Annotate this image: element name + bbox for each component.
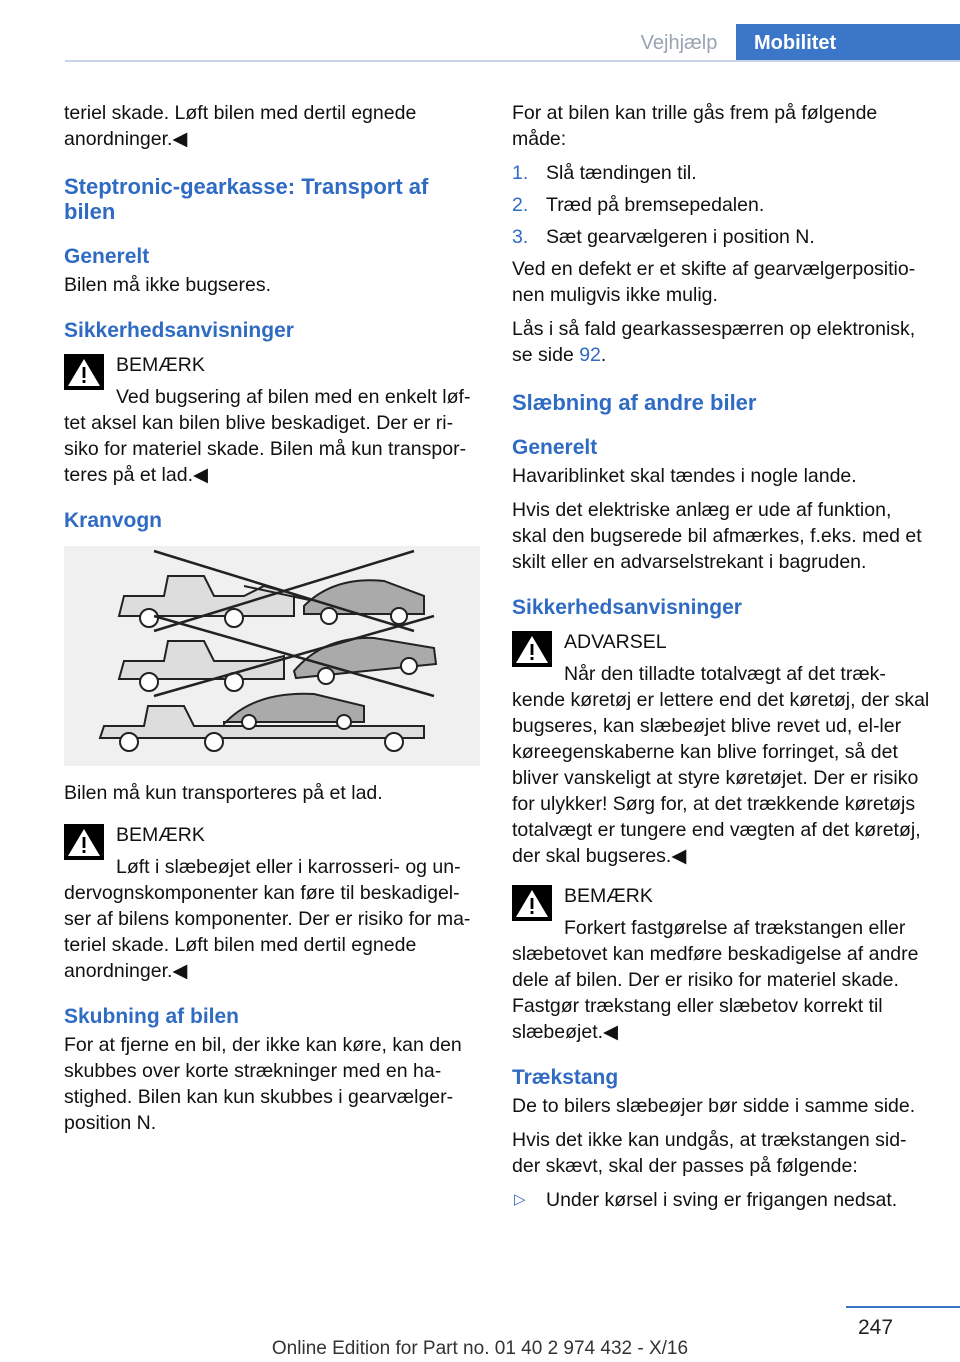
list-item: [512, 1187, 930, 1213]
list-item: [512, 192, 930, 218]
warning-triangle-icon: [512, 885, 552, 921]
steps-list: [512, 160, 930, 250]
warning-triangle-icon: [64, 354, 104, 390]
note-text-first-line: Forkert fastgørelse af trækstangen eller: [564, 917, 906, 939]
warning-triangle-icon: [64, 824, 104, 860]
paragraph-flatbed-only: Bilen må kun transporteres på et lad.: [64, 782, 383, 804]
paragraph-elektrisk: Hvis det elektriske anlæg er ude af funktion, skal den bugserede bil afmærkes, f.eks. med et skilt eller en advarselstrekant i bagruden.: [512, 499, 922, 573]
note-bemaerk-3: [512, 883, 930, 1045]
header-tab-mobilitet[interactable]: Mobilitet: [736, 24, 960, 62]
left-column: [64, 100, 480, 1144]
page-ref-link[interactable]: 92: [579, 344, 601, 366]
note-caption: ADVARSEL: [564, 631, 667, 653]
gearlock-end: .: [600, 344, 607, 366]
note-caption: BEMÆRK: [116, 824, 205, 846]
note-text-first-line: Når den tilladte totalvægt af det træk-: [564, 663, 886, 685]
paragraph-defekt: Ved en defekt er et skifte af gearvælgerpositio-nen muligvis ikke mulig.: [512, 258, 916, 306]
note-text: tet aksel kan bilen blive beskadiget. Der er ri-siko for materiel skade. Bilen må kun transpor-teres på et lad.◀: [64, 412, 467, 486]
paragraph-no-towing: Bilen må ikke bugseres.: [64, 274, 272, 296]
step-number: 2.: [512, 194, 529, 216]
page-number: 247: [858, 1316, 894, 1339]
footer-divider: [846, 1306, 960, 1308]
paragraph-havari: Havariblinket skal tændes i nogle lande.: [512, 465, 857, 487]
tow-truck-illustration: [64, 546, 480, 766]
paragraph-traek-1: De to bilers slæbeøjer bør sidde i samme side.: [512, 1095, 916, 1117]
triangle-bullet-icon: ▷: [514, 1191, 526, 1208]
paragraph-intro: For at bilen kan trille gås frem på følgende måde:: [512, 102, 878, 150]
heading-skubning: Skubning af bilen: [64, 1005, 240, 1028]
note-caption: BEMÆRK: [116, 354, 205, 376]
note-text: slæbetovet kan medføre beskadigelse af andre dele af bilen. Der er risiko for materiel skade. Fastgør trækstang eller slæbetov korrekt til slæbeøjet.◀: [512, 943, 919, 1043]
note-advarsel: [512, 629, 930, 869]
step-text: Træd på bremsepedalen.: [546, 194, 765, 216]
paragraph-continued: teriel skade. Løft bilen med dertil egnede anordninger.◀: [64, 102, 417, 150]
step-text: Slå tændingen til.: [546, 162, 697, 184]
bullet-list: [512, 1187, 930, 1213]
bullet-text: Under kørsel i sving er frigangen nedsat.: [546, 1189, 898, 1211]
gearlock-text: Lås i så fald gearkassespærren op elektronisk, se side: [512, 318, 916, 366]
right-column: [512, 100, 930, 1213]
step-number: 1.: [512, 162, 529, 184]
header-tab-vejhjaelp[interactable]: Vejhjælp: [640, 32, 718, 54]
note-text-first-line: Ved bugsering af bilen med en enkelt løf-: [116, 386, 471, 408]
paragraph-gearlock: [512, 316, 930, 368]
paragraph-traek-2: Hvis det ikke kan undgås, at trækstangen sid-der skævt, skal der passes på følgende:: [512, 1129, 907, 1177]
list-item: [512, 224, 930, 250]
note-text: dervognskomponenter kan føre til beskadigel-ser af bilens komponenter. Der er risiko for ma-teriel skade. Løft bilen med dertil egnede anordninger.◀: [64, 882, 471, 982]
heading-kranvogn: Kranvogn: [64, 509, 163, 532]
note-text-first-line: Løft i slæbeøjet eller i karrosseri- og un-: [116, 856, 461, 878]
heading-generelt: Generelt: [64, 245, 150, 268]
note-bemaerk-1: [64, 352, 480, 488]
paragraph-skubning: For at fjerne en bil, der ikke kan køre, kan den skubbes over korte strækninger med en ha-stighed. Bilen kan kun skubbes i gearvælger-position N.: [64, 1034, 462, 1134]
step-number: 3.: [512, 226, 529, 248]
heading-sikkerhedsanvisninger: Sikkerhedsanvisninger: [64, 319, 294, 342]
note-caption: BEMÆRK: [564, 885, 653, 907]
warning-triangle-icon: [512, 631, 552, 667]
heading-generelt: Generelt: [512, 436, 598, 459]
heading-sikkerhedsanvisninger: Sikkerhedsanvisninger: [512, 596, 742, 619]
heading-steptronic-transport: Steptronic-gearkasse: Transport af bilen: [64, 174, 429, 224]
note-text: kende køretøj er lettere end det køretøj, der skal bugseres, kan slæbeøjet blive revet ud, el-ler køreegenskaberne kan blive forringet, så det bliver vanskeligt at styre køretøjet. Der er risiko for ulykker! Sørg for, at det trækkende køretøjs totalvægt er tungere end vægten af det køretøj, der skal bugseres.◀: [512, 689, 930, 867]
note-bemaerk-2: [64, 822, 480, 984]
header-divider: [65, 60, 960, 62]
heading-traekstang: Trækstang: [512, 1066, 619, 1089]
edition-footer: Online Edition for Part no. 01 40 2 974 432 - X/16: [271, 1338, 689, 1359]
heading-slaebning: Slæbning af andre biler: [512, 390, 757, 415]
list-item: [512, 160, 930, 186]
step-text: Sæt gearvælgeren i position N.: [546, 226, 815, 248]
